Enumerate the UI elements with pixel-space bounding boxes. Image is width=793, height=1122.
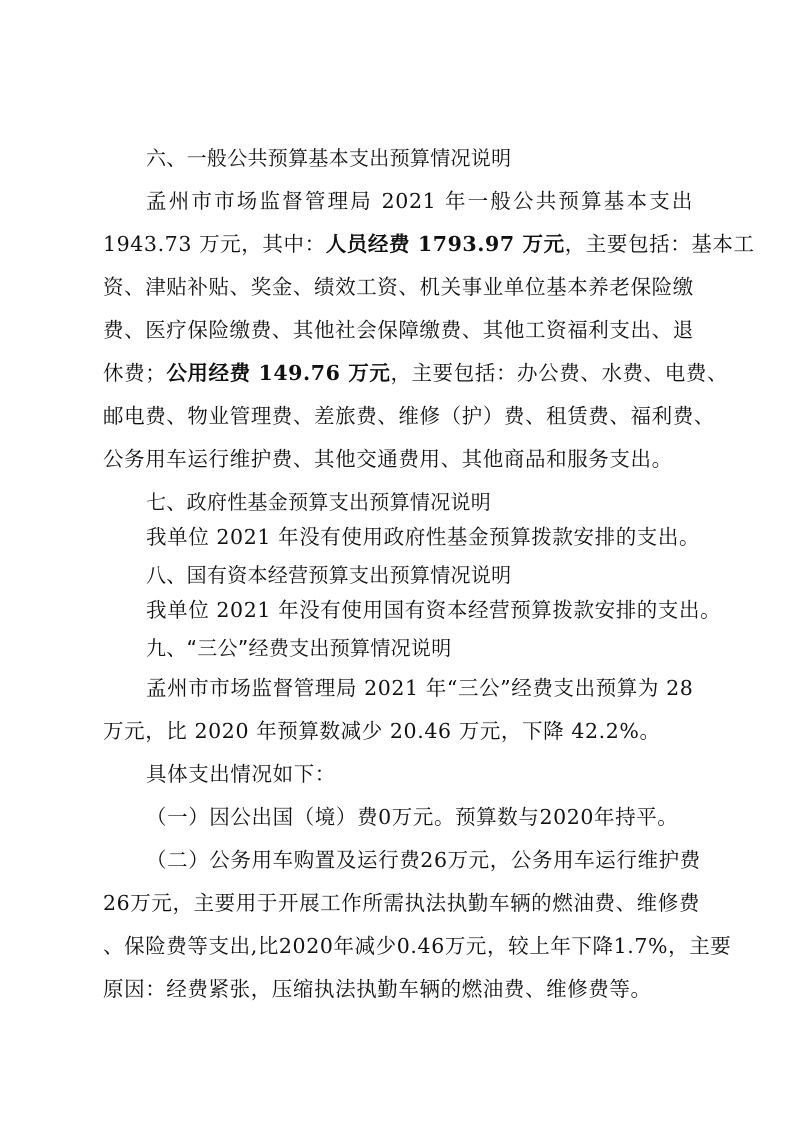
paragraph-line: 公务用车运行维护费、其他交通费用、其他商品和服务支出。 — [103, 447, 673, 471]
text-run: 1943.73 万元，其中： — [103, 232, 326, 256]
personnel-expense-highlight: 人员经费 1793.97 万元 — [325, 232, 565, 256]
paragraph-line: 孟州市市场监督管理局 2021 年“三公”经费支出预算为 28 — [146, 676, 694, 700]
public-expense-highlight: 公用经费 149.76 万元 — [166, 361, 391, 385]
paragraph-line: （一）因公出国（境）费0万元。预算数与2020年持平。 — [146, 805, 679, 829]
text-run: ，主要包括：办公费、水费、电费、 — [390, 361, 729, 385]
paragraph-line: （二）公务用车购置及运行费26万元，公务用车运行维护费 — [146, 848, 701, 872]
paragraph-line: 26万元，主要用于开展工作所需执法执勤车辆的燃油费、维修费 — [103, 891, 700, 915]
paragraph-line: 具体支出情况如下： — [146, 762, 336, 786]
paragraph-line — [103, 229, 755, 259]
section-heading-7: 七、政府性基金预算支出预算情况说明 — [146, 490, 492, 514]
text-run: ，主要包括：基本工 — [564, 232, 755, 256]
paragraph-line: 邮电费、物业管理费、差旅费、维修（护）费、租赁费、福利费、 — [103, 404, 715, 428]
paragraph-line: 万元，比 2020 年预算数减少 20.46 万元，下降 42.2%。 — [103, 719, 661, 743]
section-heading-9: 九、“三公”经费支出预算情况说明 — [146, 636, 452, 660]
paragraph-line — [103, 358, 729, 388]
text-run: 休费； — [103, 361, 167, 385]
section-heading-8: 八、国有资本经营预算支出预算情况说明 — [146, 563, 512, 587]
section-heading-6: 六、一般公共预算基本支出预算情况说明 — [146, 146, 512, 170]
paragraph-line: 、保险费等支出,比2020年减少0.46万元，较上年下降1.7%，主要 — [103, 934, 732, 958]
paragraph-line: 我单位 2021 年没有使用国有资本经营预算拨款安排的支出。 — [146, 598, 722, 622]
paragraph-line: 孟州市市场监督管理局 2021 年一般公共预算基本支出 — [146, 189, 693, 213]
paragraph-line: 原因：经费紧张，压缩执法执勤车辆的燃油费、维修费等。 — [103, 977, 652, 1001]
paragraph-line: 费、医疗保险缴费、其他社会保障缴费、其他工资福利支出、退 — [103, 318, 694, 342]
paragraph-line: 我单位 2021 年没有使用政府性基金预算拨款安排的支出。 — [146, 525, 701, 549]
paragraph-line: 资、津贴补贴、奖金、绩效工资、机关事业单位基本养老保险缴 — [103, 275, 694, 299]
